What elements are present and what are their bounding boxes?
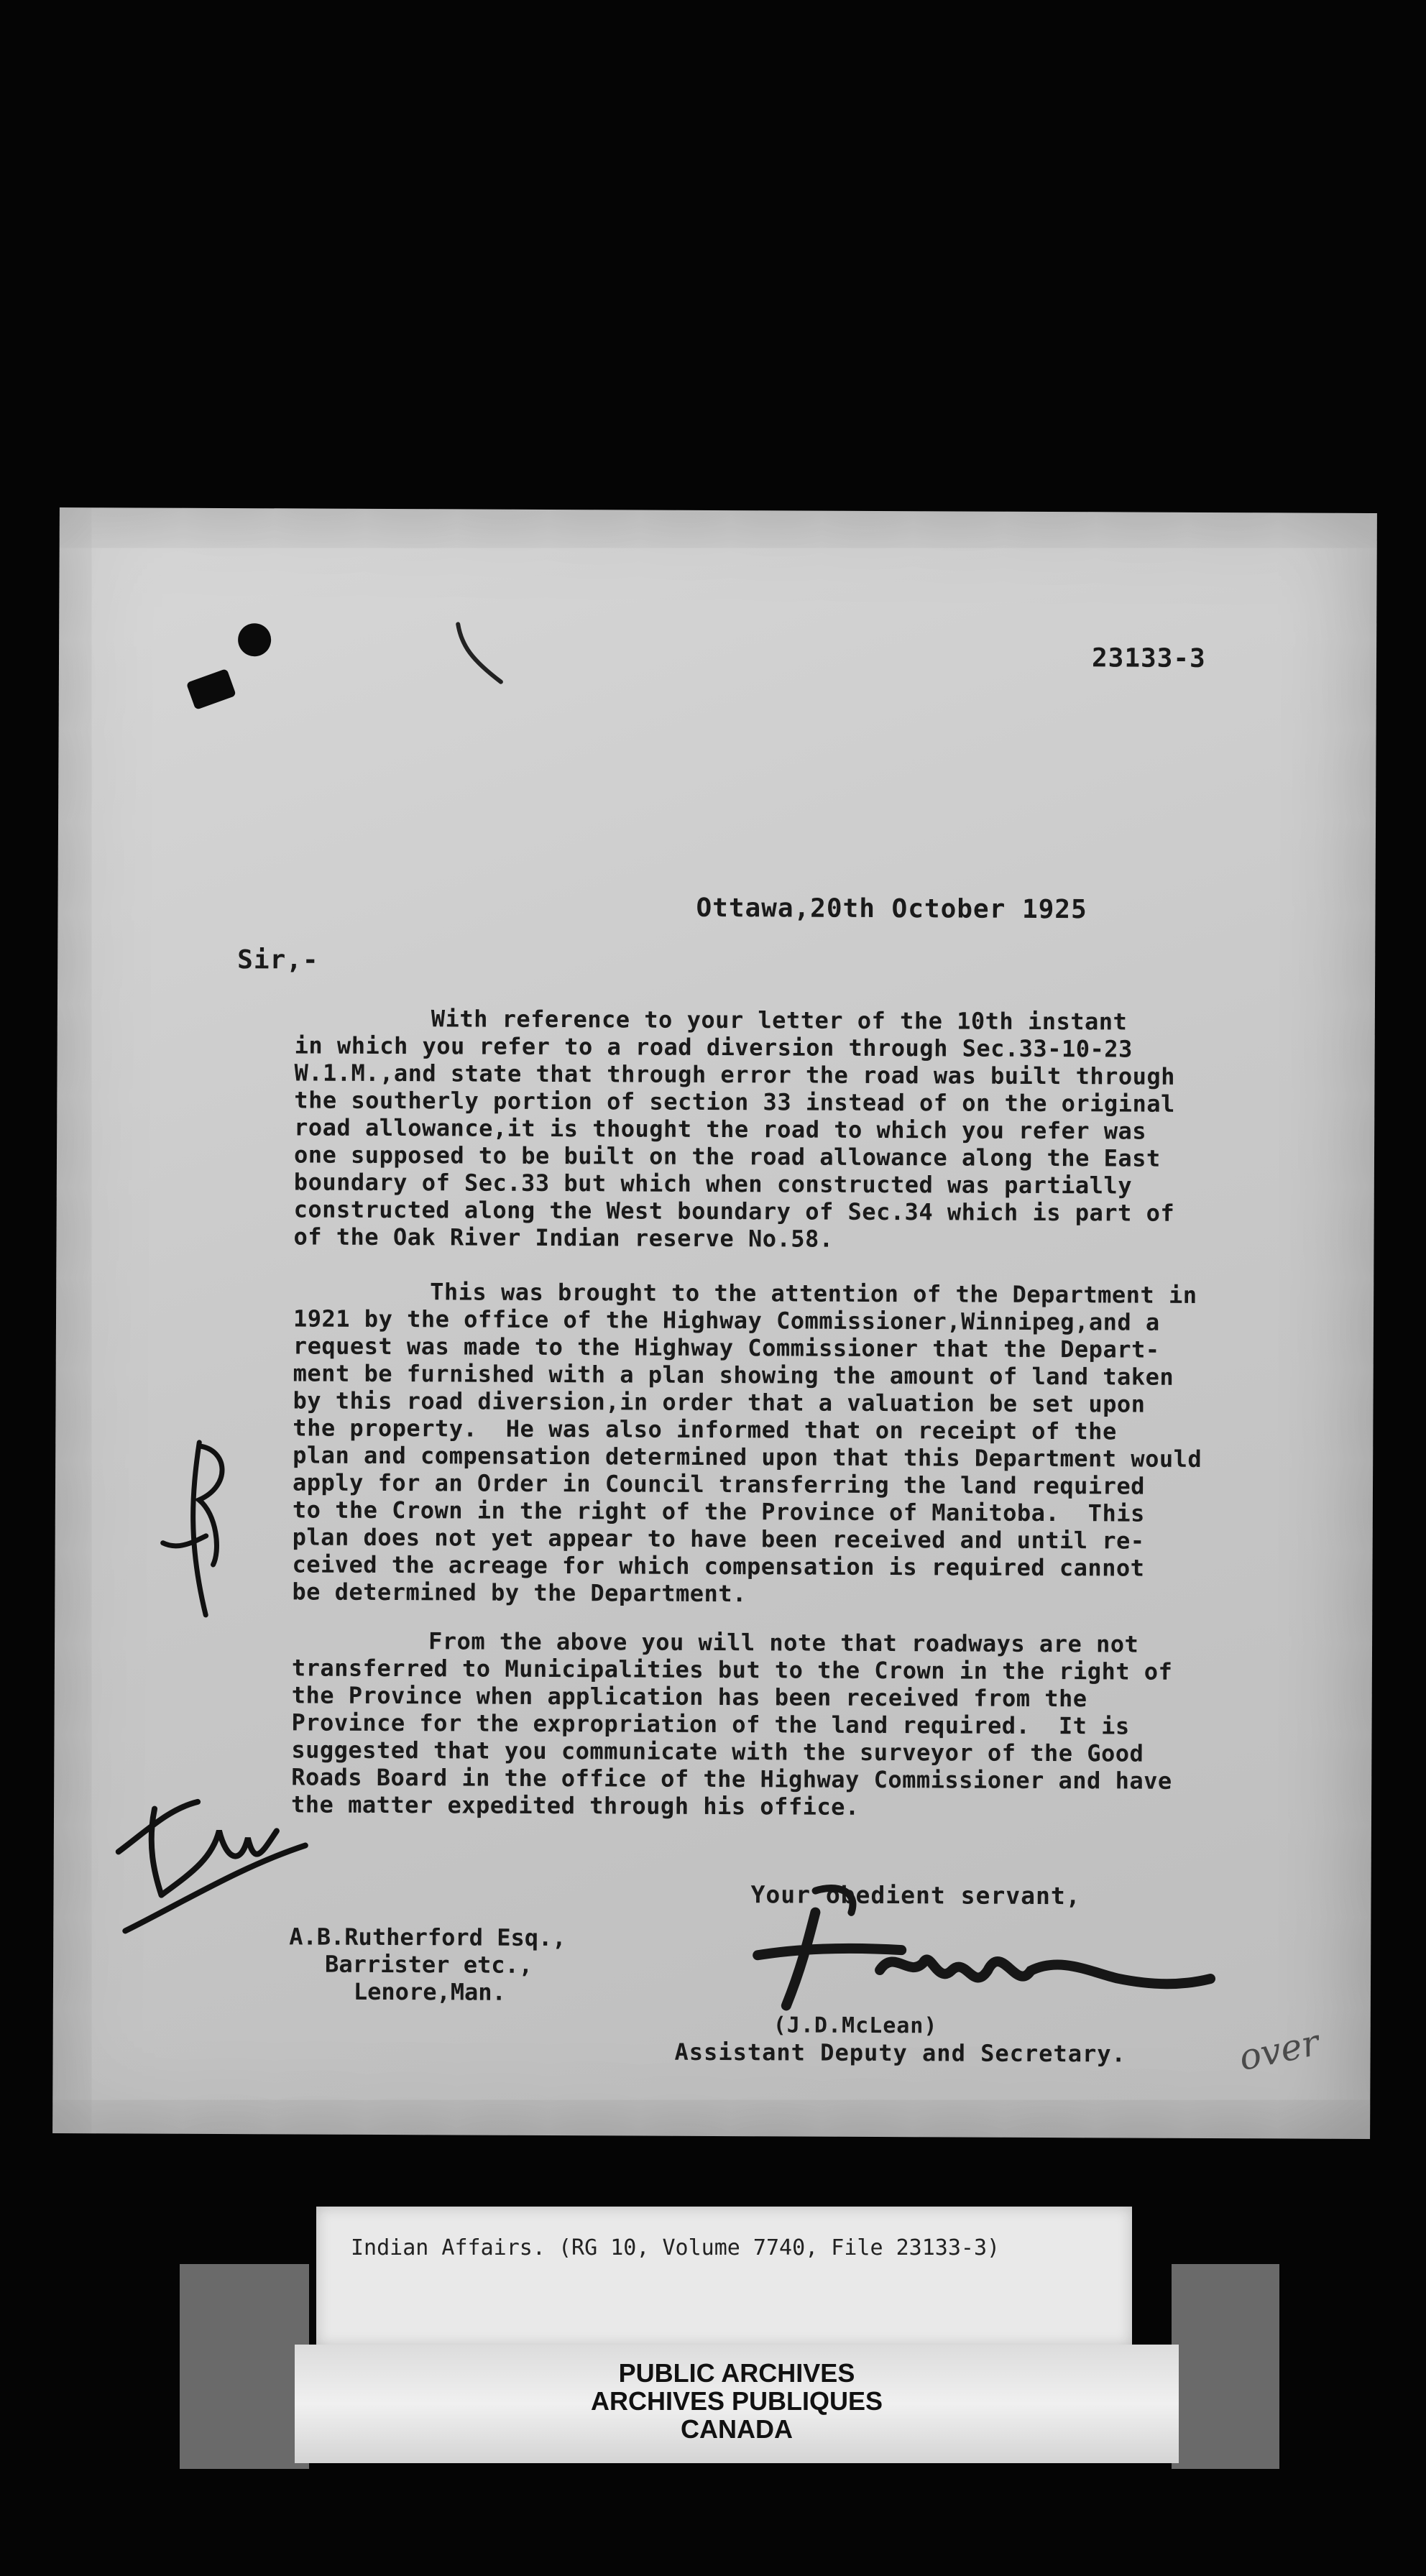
paragraph-line: to the Crown in the right of the Province of Manitoba. This [292, 1496, 1145, 1527]
pencil-mark [451, 617, 523, 689]
paragraph-line: plan does not yet appear to have been received and until re- [292, 1523, 1145, 1555]
handwritten-signature [714, 1862, 1233, 2029]
paragraph-line: the Province when application has been received from the [291, 1681, 1087, 1713]
paragraph-line: plan and compensation determined upon that this Department would [293, 1441, 1202, 1473]
archive-line-1: PUBLIC ARCHIVES [618, 2358, 855, 2388]
paragraph-line: Roads Board in the office of the Highway Commissioner and have [291, 1763, 1172, 1795]
paragraph-line: From the above you will note that roadways are not [428, 1627, 1139, 1658]
paragraph-line: W.1.M.,and state that through error the road was built through [294, 1059, 1176, 1090]
letter-page [52, 507, 1377, 2139]
closing-line: Your obedient servant, [750, 1880, 1081, 1910]
archive-citation: Indian Affairs. (RG 10, Volume 7740, File 23133-3) [351, 2235, 1000, 2260]
paragraph-line: one supposed to be built on the road allowance along the East [293, 1141, 1161, 1172]
paragraph-line: With reference to your letter of the 10th instant [431, 1005, 1128, 1036]
signatory-title: Assistant Deputy and Secretary. [674, 2038, 1126, 2068]
handwritten-mark [104, 1758, 320, 1946]
signatory-name: (J.D.McLean) [773, 2012, 938, 2039]
paragraph-line: apply for an Order in Council transferring the land required [292, 1468, 1146, 1500]
salutation: Sir,- [237, 945, 319, 975]
punch-hole [238, 623, 271, 656]
addressee-location: Lenore,Man. [353, 1977, 506, 2006]
mount-left [180, 2264, 309, 2469]
paragraph-line: constructed along the West boundary of Sec.34 which is part of [293, 1195, 1175, 1227]
body-paragraph-2 [292, 1277, 1407, 1610]
paragraph-line: the property. He was also informed that on receipt of the [293, 1414, 1117, 1445]
file-number: 23133-3 [1091, 643, 1206, 673]
paragraph-line: suggested that you communicate with the surveyor of the Good [291, 1736, 1144, 1767]
paragraph-line: Province for the expropriation of the land required. It is [291, 1708, 1130, 1740]
archive-line-2: ARCHIVES PUBLIQUES [590, 2386, 883, 2416]
handwritten-over-note: over [1235, 2021, 1323, 2079]
paragraph-line: be determined by the Department. [292, 1578, 747, 1608]
archive-stamp-band [295, 2345, 1179, 2463]
addressee-block [289, 1923, 566, 2006]
handwritten-initials [148, 1435, 235, 1630]
paragraph-line: ceived the acreage for which compensation is required cannot [292, 1550, 1145, 1582]
paragraph-line: This was brought to the attention of the Department in [430, 1278, 1197, 1309]
archive-citation-card [316, 2207, 1132, 2347]
mount-right [1172, 2264, 1279, 2469]
paragraph-line: transferred to Municipalities but to the Crown in the right of [291, 1654, 1173, 1685]
body-paragraph-1 [293, 1004, 1408, 1255]
date-line: Ottawa,20th October 1925 [696, 893, 1087, 925]
punch-hole-mark [186, 668, 236, 710]
addressee-name: A.B.Rutherford Esq., [289, 1923, 566, 1952]
archive-line-3: CANADA [681, 2414, 793, 2444]
paragraph-line: by this road diversion,in order that a valuation be set upon [293, 1386, 1146, 1418]
addressee-profession: Barrister etc., [325, 1950, 533, 1979]
paragraph-line: the southerly portion of section 33 instead of on the original [294, 1086, 1175, 1118]
paragraph-line: the matter expedited through his office. [290, 1790, 860, 1821]
paragraph-line: in which you refer to a road diversion through Sec.33-10-23 [294, 1031, 1133, 1063]
body-paragraph-3 [291, 1627, 1406, 1823]
paragraph-line: of the Oak River Indian reserve No.58. [293, 1223, 834, 1253]
paragraph-line: boundary of Sec.33 but which when constructed was partially [293, 1168, 1133, 1200]
paragraph-line: request was made to the Highway Commissioner that the Depart- [293, 1332, 1160, 1363]
paragraph-line: ment be furnished with a plan showing the amount of land taken [293, 1359, 1174, 1391]
paragraph-line: 1921 by the office of the Highway Commissioner,Winnipeg,and a [293, 1305, 1160, 1336]
paragraph-line: road allowance,it is thought the road to which you refer was [294, 1113, 1147, 1145]
